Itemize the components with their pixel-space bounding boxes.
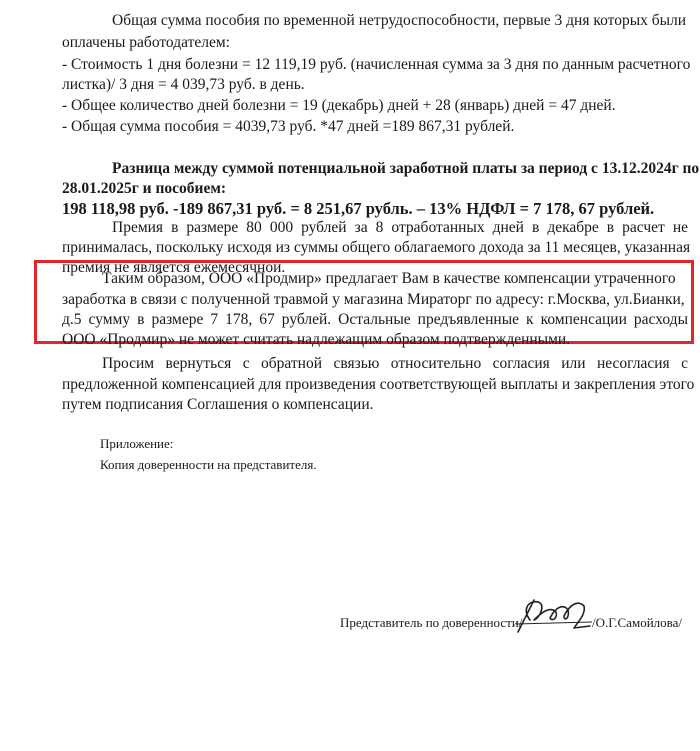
benefit-item-2: - Общее количество дней болезни = 19 (декабрь) дней + 28 (январь) дней = 47 дней. (62, 97, 616, 114)
signature-label: Представитель по доверенности/ (340, 615, 523, 630)
request-line-3: путем подписания Соглашения о компенсации. (62, 396, 374, 413)
difference-heading-2: 28.01.2025г и пособием: (62, 180, 227, 197)
benefit-item-1b: листка)/ 3 дня = 4 039,73 руб. в день. (62, 76, 305, 93)
bonus-line-1: Премия в размере 80 000 рублей за 8 отработанных дней в декабре в расчет не (112, 219, 688, 236)
signature-name: /О.Г.Самойлова/ (592, 615, 683, 630)
benefit-intro-line-1: Общая сумма пособия по временной нетрудоспособности, первые 3 дня которых были (112, 12, 687, 29)
offer-line-3: д.5 сумму в размере 7 178, 67 рублей. Остальные предъявленные к компенсации расходы (62, 311, 688, 328)
attachment-item: Копия доверенности на представителя. (100, 457, 317, 472)
offer-line-4: ООО «Продмир» не может считать надлежащим образом подтвержденными. (62, 331, 571, 348)
difference-heading-1: Разница между суммой потенциальной заработной платы за период с 13.12.2024г по (112, 160, 700, 177)
bonus-line-2: принималась, поскольку исходя из суммы общего облагаемого дохода за 11 месяцев, указанная (62, 239, 691, 256)
bonus-line-3: премия не является ежемесячной. (62, 259, 286, 276)
request-line-1: Просим вернуться с обратной связью относительно согласия или несогласия с (102, 355, 688, 372)
benefit-intro-line-2: оплачены работодателем: (62, 34, 230, 51)
benefit-item-1a: - Стоимость 1 дня болезни = 12 119,19 руб. (начисленная сумма за 3 дня по данным расчетного (62, 56, 691, 73)
difference-formula: 198 118,98 руб. -189 867,31 руб. = 8 251,67 рубль. – 13% НДФЛ = 7 178, 67 рублей. (62, 199, 655, 218)
attachment-label: Приложение: (100, 436, 174, 451)
offer-line-1: Таким образом, ООО «Продмир» предлагает Вам в качестве компенсации утраченного (102, 270, 676, 287)
signature-scribble-icon (512, 592, 596, 636)
benefit-item-3: - Общая сумма пособия = 4039,73 руб. *47 дней =189 867,31 рублей. (62, 118, 515, 135)
offer-line-2: заработка в связи с полученной травмой у магазина Мираторг по адресу: г.Москва, ул.Бианки, (62, 291, 685, 308)
request-line-2: предложенной компенсацией для произведения соответствующей выплаты и закрепления этого (62, 376, 695, 393)
